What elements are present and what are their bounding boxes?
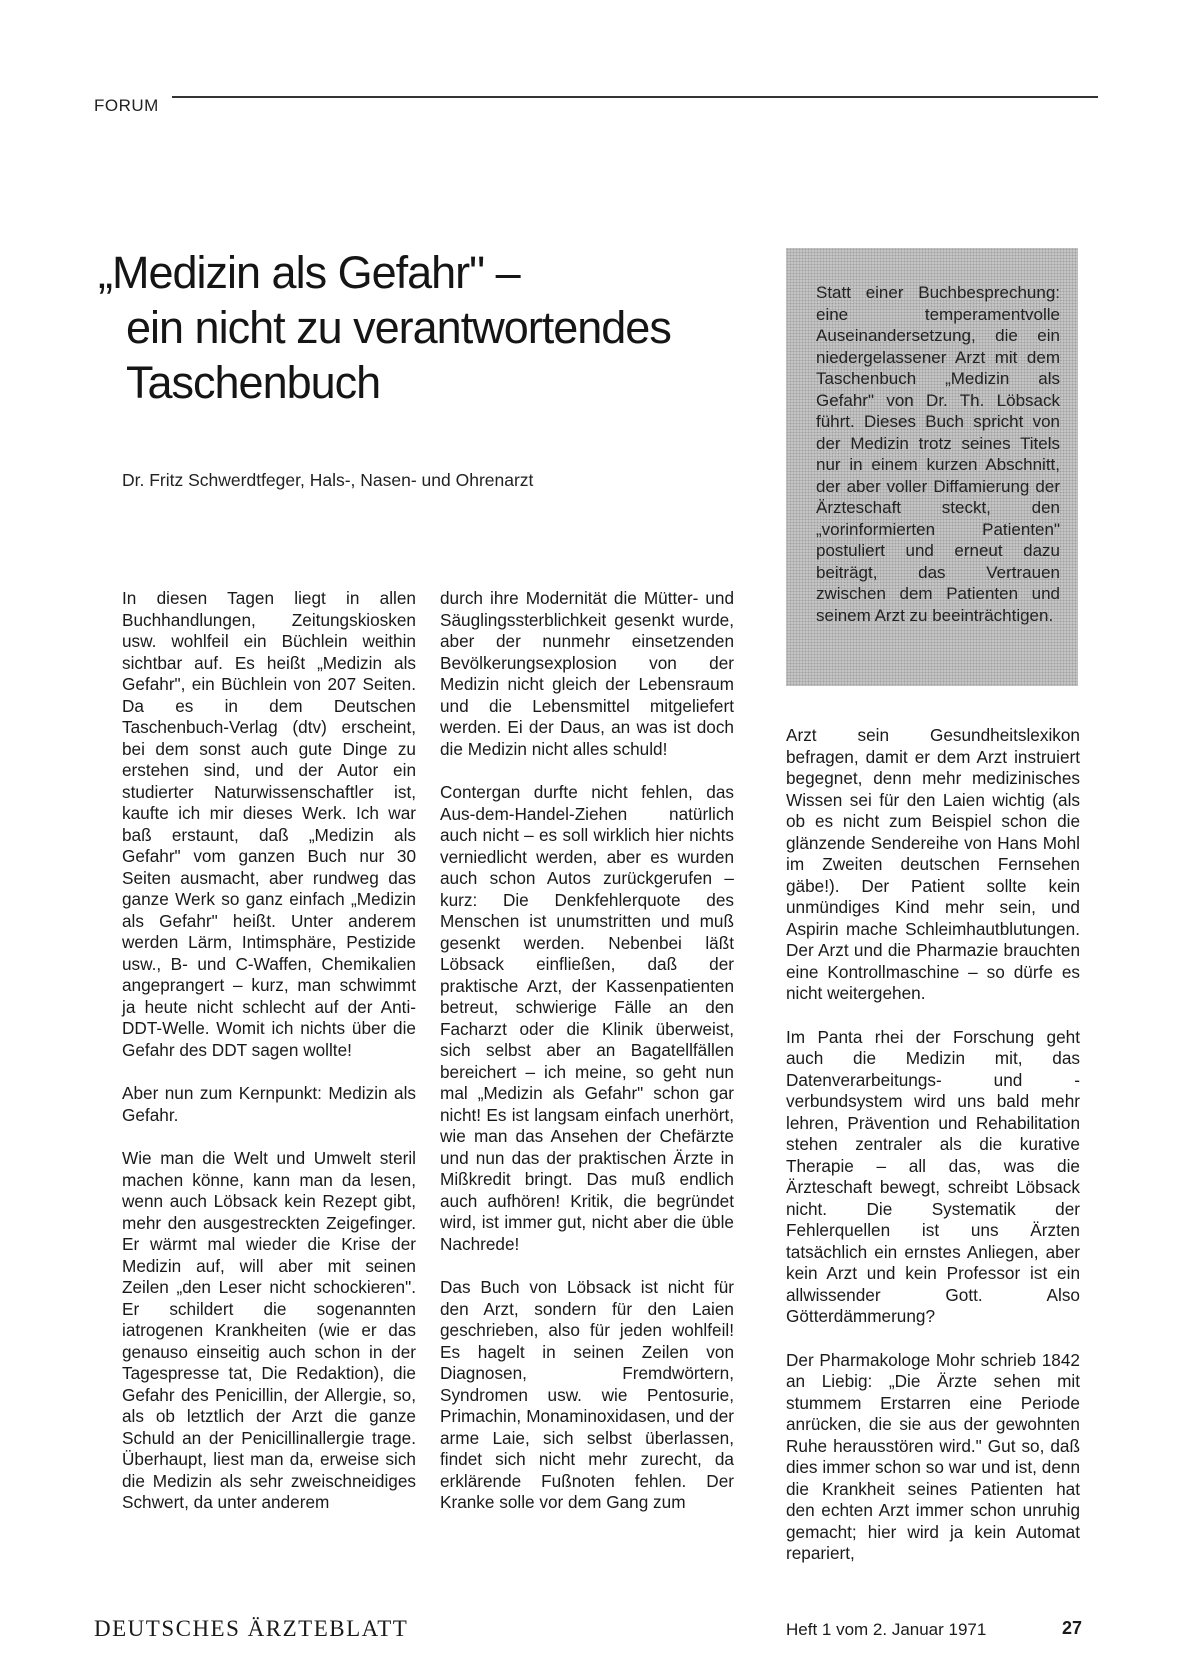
paragraph: Contergan durfte nicht fehlen, das Aus-dem-Handel-Ziehen natürlich auch nicht – es soll wirklich hier nichts verniedlicht werden, aber es wurden auch schon Autos zurückgerufen – kurz: Die Denkfehlerquote des Menschen ist unumstritten und muß gesenkt werden. Nebenbei läßt Löbsack einfließen, daß der praktische Arzt, der Kassenpatienten betreut, schwierige Fälle an den Facharzt oder die Klinik überweist, sich selbst aber an Bagatellfällen bereichert – ich meine, so geht nun mal „Medizin als Gefahr" schon gar nicht! Es ist langsam einfach unerhört, wie man das Ansehen der Chefärzte und nun das der praktischen Ärzte in Mißkredit bringt. Das muß endlich auch aufhören! Kritik, die begründet wird, ist immer gut, nicht aber die üble Nachrede!	[440, 782, 734, 1254]
title-line-1: „Medizin als Gefahr" –	[98, 247, 520, 298]
paragraph: Aber nun zum Kernpunkt: Medizin als Gefahr.	[122, 1083, 416, 1125]
text-column-2	[440, 588, 734, 1536]
teaser-box	[786, 248, 1078, 686]
text-column-3	[786, 725, 1080, 1587]
header-rule	[172, 96, 1098, 98]
journal-name: DEUTSCHES ÄRZTEBLATT	[94, 1616, 409, 1641]
page-number: 27	[1062, 1618, 1083, 1638]
author-byline: Dr. Fritz Schwerdtfeger, Hals-, Nasen- und Ohrenarzt	[122, 470, 534, 490]
article-title	[98, 245, 758, 410]
paragraph: Das Buch von Löbsack ist nicht für den Arzt, sondern für den Laien geschrieben, also für jeden wohlfeil! Es hagelt in seinen Zeilen von Diagnosen, Fremdwörtern, Syndromen usw. wie Pentosurie, Primachin, Monaminoxidasen, und der arme Laie, sich selbst überlassen, findet sich nicht mehr zurecht, da erklärende Fußnoten fehlen. Der Kranke solle vor dem Gang zum	[440, 1277, 734, 1512]
paragraph: Arzt sein Gesundheitslexikon befragen, damit er dem Arzt instruiert begegnet, denn mehr medizinisches Wissen sei für den Laien wichtig (als ob es nicht zum Beispiel schon die glänzende Sendereihe von Hans Mohl im Zweiten deutschen Fernsehen gäbe!). Der Patient sollte kein unmündiges Kind mehr sein, und Aspirin mache Schleimhautblutungen. Der Arzt und die Pharmazie brauchten eine Kontrollmaschine – so dürfe es nicht weitergehen.	[786, 725, 1080, 1003]
section-label: FORUM	[94, 96, 159, 115]
title-line-2: ein nicht zu verantwortendes	[126, 302, 671, 353]
paragraph: durch ihre Modernität die Mütter- und Säuglingssterblichkeit gesenkt wurde, aber der nunmehr einsetzenden Bevölkerungsexplosion von der Medizin nicht gleich der Lebensraum und die Lebensmittel mitgeliefert werden. Ei der Daus, an was ist doch die Medizin nicht alles schuld!	[440, 588, 734, 759]
title-line-3: Taschenbuch	[126, 357, 381, 408]
teaser-text: Statt einer Buchbesprechung: eine temperamentvolle Auseinandersetzung, die ein niedergelassener Arzt mit dem Taschenbuch „Medizin als Gefahr" von Dr. Th. Löbsack führt. Dieses Buch spricht von der Medizin trotz seines Titels nur in einem kurzen Abschnitt, der aber voller Diffamierung der Ärzteschaft steckt, den „vorinformierten Patienten" postuliert und erneut dazu beiträgt, das Vertrauen zwischen dem Patienten und seinem Arzt zu beeinträchtigen.	[816, 283, 1060, 625]
text-column-1	[122, 588, 416, 1536]
paragraph: Im Panta rhei der Forschung geht auch die Medizin mit, das Datenverarbeitungs- und -verbundsystem wird uns bald mehr lehren, Prävention und Rehabilitation stehen zentraler als die kurative Therapie – all das, was die Ärzteschaft bewegt, schreibt Löbsack nicht. Die Systematik der Fehlerquellen ist uns Ärzten tatsächlich ein ernstes Anliegen, aber kein Arzt und kein Professor ist ein allwissender Gott. Also Götterdämmerung?	[786, 1026, 1080, 1326]
paragraph: Wie man die Welt und Umwelt steril machen könne, kann man da lesen, wenn auch Löbsack kein Rezept gibt, mehr den ausgestreckten Zeigefinger. Er wärmt mal wieder die Krise der Medizin auf, will aber mit seinen Zeilen „den Leser nicht schockieren". Er schildert die sogenannten iatrogenen Krankheiten (wie er das genauso einseitig auch schon in der Tagespresse tat, Die Redaktion), die Gefahr des Penicillin, der Allergie, so, als ob letztlich der Arzt die ganze Schuld an der Penicillinallergie trage. Überhaupt, liest man da, erweise sich die Medizin als sehr zweischneidiges Schwert, da unter anderem	[122, 1148, 416, 1512]
paragraph: Der Pharmakologe Mohr schrieb 1842 an Liebig: „Die Ärzte sehen mit stummem Erstarren eine Periode anrücken, die sie aus der gewohnten Ruhe herausstören wird." Gut so, daß dies immer schon so war und ist, denn die Krankheit seines Patienten hat den echten Arzt immer schon unruhig gemacht; hier wird ja kein Automat repariert,	[786, 1349, 1080, 1563]
issue-info: Heft 1 vom 2. Januar 1971	[786, 1620, 987, 1639]
paragraph: In diesen Tagen liegt in allen Buchhandlungen, Zeitungskiosken usw. wohlfeil ein Büchlein weithin sichtbar auf. Es heißt „Medizin als Gefahr", ein Büchlein von 207 Seiten. Da es in dem Deutschen Taschenbuch-Verlag (dtv) erscheint, bei dem sonst auch gute Dinge zu erstehen sind, und der Autor ein studierter Naturwissenschaftler ist, kaufte ich mir dieses Werk. Ich war baß erstaunt, daß „Medizin als Gefahr" vom ganzen Buch nur 30 Seiten ausmacht, aber rundweg das ganze Werk so ganz einfach „Medizin als Gefahr" heißt. Unter anderem werden Lärm, Intimsphäre, Pestizide usw., B- und C-Waffen, Chemikalien angeprangert – kurz, man schwimmt ja heute nicht schlecht auf der Anti-DDT-Welle. Womit ich nichts über die Gefahr des DDT sagen wollte!	[122, 588, 416, 1060]
